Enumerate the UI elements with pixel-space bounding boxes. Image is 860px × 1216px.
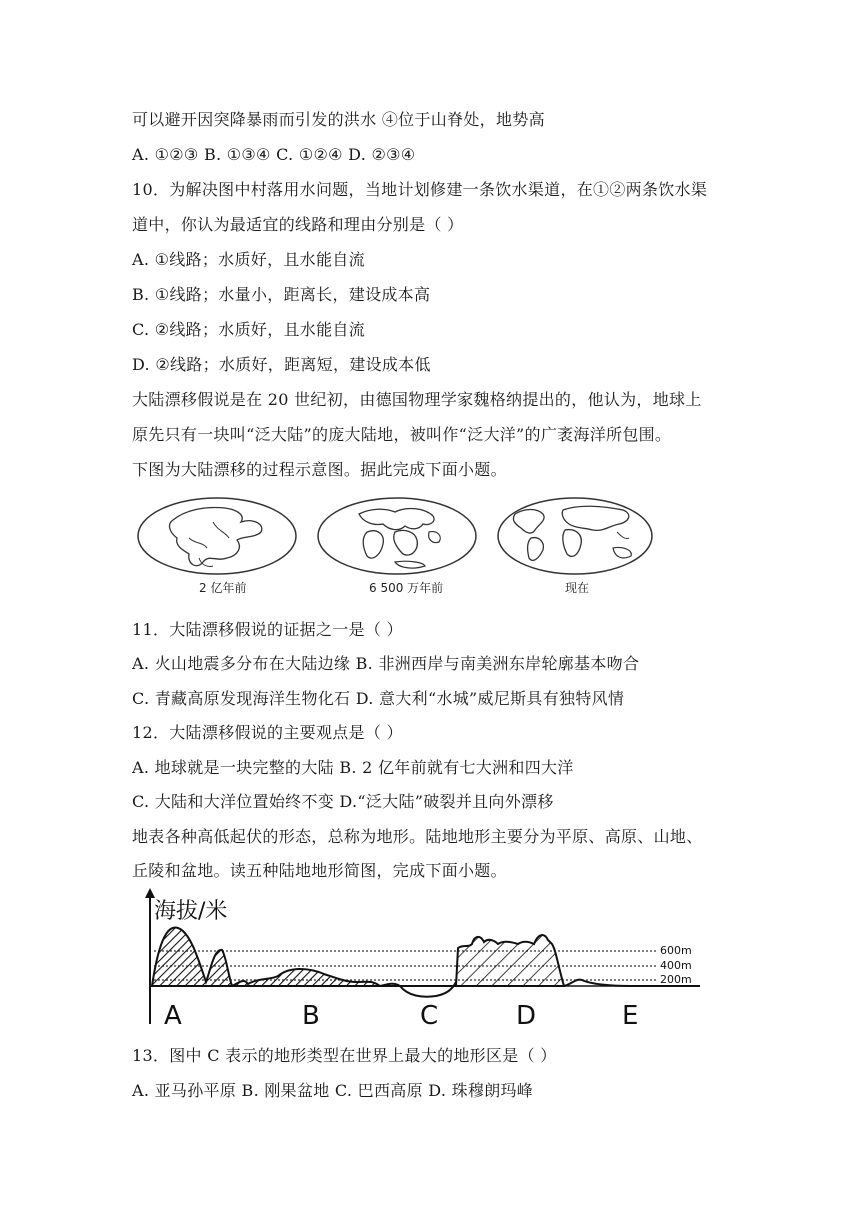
passage-landform-2: 丘陵和盆地。读五种陆地地形简图，完成下面小题。: [132, 861, 507, 880]
globe-label-65ma: 6 500 万年前: [369, 581, 444, 595]
letter-d: D: [516, 1001, 537, 1030]
landform-b-hills: [232, 969, 380, 986]
question-10-option-d: D. ②线路；水质好，距离短，建设成本低: [132, 355, 431, 374]
question-10-stem-cont: 道中，你认为最适宜的线路和理由分别是（ ）: [132, 215, 464, 234]
passage-drift-3: 下图为大陆漂移的过程示意图。据此完成下面小题。: [132, 460, 507, 479]
question-13-options: A. 亚马孙平原 B. 刚果盆地 C. 巴西高原 D. 珠穆朗玛峰: [132, 1081, 534, 1100]
y-axis-label: 海拔/米: [154, 899, 228, 924]
passage-drift-1: 大陆漂移假说是在 20 世纪初，由德国物理学家魏格纳提出的，他认为，地球上: [132, 390, 702, 409]
question-10-stem: 10．为解决图中村落用水问题，当地计划修建一条饮水渠道，在①②两条饮水渠: [132, 180, 708, 199]
question-13-stem: 13．图中 C 表示的地形类型在世界上最大的地形区是（ ）: [132, 1046, 557, 1065]
passage-drift-2: 原先只有一块叫“泛大陆”的庞大陆地，被叫作“泛大洋”的广袤海洋所包围。: [132, 425, 672, 444]
letter-a: A: [164, 1001, 182, 1030]
question-12-options-ab: A. 地球就是一块完整的大陆 B. 2 亿年前就有七大洲和四大洋: [132, 758, 574, 777]
globe-65ma: [318, 498, 476, 574]
y-axis-arrow-icon: [145, 888, 155, 898]
landform-a-mountain: [152, 928, 232, 986]
globe-label-200ma: 2 亿年前: [199, 581, 247, 595]
question-11-stem: 11．大陆漂移假说的证据之一是（ ）: [132, 620, 403, 639]
landform-c-basin: [380, 982, 456, 997]
letter-b: B: [302, 1001, 320, 1030]
continental-drift-figure: [133, 492, 653, 600]
landform-d-plateau: [456, 935, 564, 986]
question-10-option-b: B. ①线路；水量小，距离长，建设成本高: [132, 285, 431, 304]
question-12-stem: 12．大陆漂移假说的主要观点是（ ）: [132, 723, 403, 742]
globe-label-present: 现在: [565, 581, 590, 595]
question-11-options-cd: C. 青藏高原发现海洋生物化石 D. 意大利“水城”威尼斯具有独特风情: [132, 689, 625, 708]
letter-e: E: [622, 1001, 639, 1030]
question-10-option-a: A. ①线路；水质好，且水能自流: [132, 250, 365, 269]
globe-200ma: [138, 498, 296, 574]
letter-c: C: [420, 1001, 439, 1030]
text-line-1: 可以避开因突降暴雨而引发的洪水 ④位于山脊处，地势高: [132, 110, 545, 129]
level-label-400m: 400m: [660, 959, 692, 972]
question-11-options-ab: A. 火山地震多分布在大陆边缘 B. 非洲西岸与南美洲东岸轮廓基本吻合: [132, 654, 640, 673]
level-label-200m: 200m: [660, 973, 692, 986]
question-10-option-c: C. ②线路；水质好，且水能自流: [132, 320, 365, 339]
question-12-options-cd: C. 大陆和大洋位置始终不变 D.“泛大陆”破裂并且向外漂移: [132, 792, 554, 811]
passage-landform-1: 地表各种高低起伏的形态，总称为地形。陆地地形主要分为平原、高原、山地、: [132, 827, 703, 846]
landform-profile-figure: [140, 886, 706, 1030]
question-9-options: A. ①②③ B. ①③④ C. ①②④ D. ②③④: [132, 145, 416, 164]
level-label-600m: 600m: [660, 944, 692, 957]
globe-present: [498, 498, 652, 574]
